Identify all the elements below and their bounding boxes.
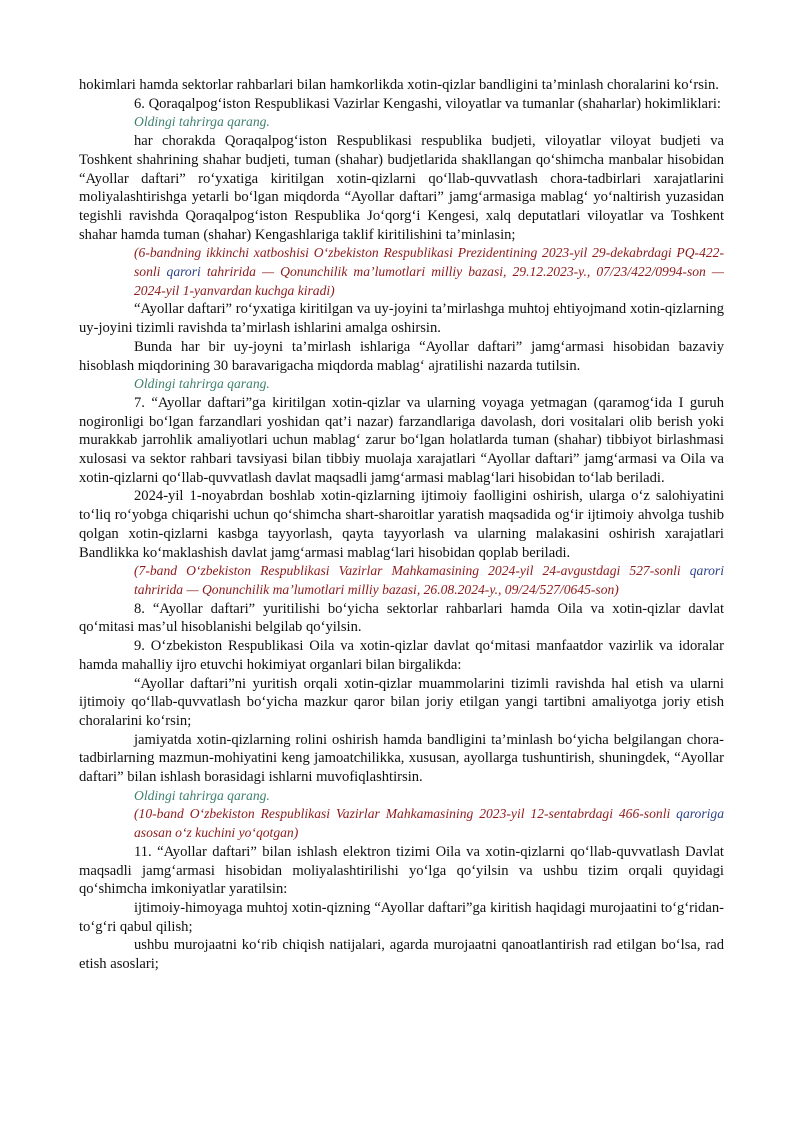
amendment-text-after: tahririda — Qonunchilik ma’lumotlari milliy bazasi, 26.08.2024-y., 09/24/527/0645-son) <box>134 581 619 597</box>
paragraph: 6. Qoraqalpog‘iston Respublikasi Vazirlar Kengashi, viloyatlar va tumanlar (shaharlar) hokimliklari: <box>134 95 721 112</box>
paragraph: jamiyatda xotin-qizlarning rolini oshirish hamda bandligini ta’minlash bo‘yicha belgilangan chora-tadbirlarning mazmun-mohiyatini keng jamoatchilikka, xususan, ayollarga tushuntirish, shuningdek, “Ayollar daftari” bilan ishlash borasidagi ishlarni muvofiqlashtirsin. <box>79 731 724 786</box>
resolution-link[interactable]: qarori <box>689 563 724 579</box>
paragraph: 2024-yil 1-noyabrdan boshlab xotin-qizlarning ijtimoiy faolligini oshirish, ularga o‘z salohiyatini to‘liq ro‘yobga chiqarishi uchun qo‘shimcha shart-sharoitlar yaratish maqsadida og‘ir ijtimoiy ahvolga tushib qolgan xotin-qizlarni kasbga tayyorlash, qayta tayyorlash va ularning malakasini oshirish xarajatlari Bandlikka ko‘maklashish davlat jamg‘armasi mablag‘lari hisobidan qoplab beriladi. <box>79 488 724 561</box>
paragraph: “Ayollar daftari” ro‘yxatiga kiritilgan va uy-joyini ta’mirlashga muhtoj ehtiyojmand xotin-qizlarning uy-joyini tizimli ravishda ta’mirlash ishlarini amalga oshirsin. <box>79 301 724 337</box>
paragraph: 8. “Ayollar daftari” yuritilishi bo‘yicha sektorlar rahbarlari hamda Oila va xotin-qizlar davlat qo‘mitasi mas’ul hisoblanishi belgilab qo‘yilsin. <box>79 600 724 636</box>
previous-edition-link[interactable]: Oldingi tahrirga qarang. <box>134 114 270 130</box>
previous-edition-link[interactable]: Oldingi tahrirga qarang. <box>134 787 270 803</box>
paragraph: hokimlari hamda sektorlar rahbarlari bilan hamkorlikda xotin-qizlar bandligini ta’minlash choralarini ko‘rsin. <box>79 77 719 93</box>
amendment-note <box>79 805 724 842</box>
paragraph: Bunda har bir uy-joyni ta’mirlash ishlariga “Ayollar daftari” jamg‘armasi hisobidan bazaviy hisoblash miqdorining 30 baravarigacha miqdorda mablag‘ ajratilishi nazarda tutilsin. <box>79 338 724 374</box>
paragraph: har chorakda Qoraqalpog‘iston Respublikasi respublika budjeti, viloyatlar viloyat budjeti va Toshkent shahrining shahar budjeti, tuman (shahar) budjetlarida shakllangan qo‘shimcha manbalar hisobidan “Ayollar daftari” ro‘yxatiga kiritilgan xotin-qizlarni qo‘llab-quvvatlash chora-tadbirlari xarajatlarini moliyalashtirishga yetarli bo‘lgan miqdorda “Ayollar daftari” jamg‘armasiga mablag‘ yo‘naltirish yuzasidan tegishli ravishda Qoraqalpog‘iston Respublika Jo‘qorg‘i Kengesi, xalq deputatlari viloyatlar va Toshkent shahar hamda tuman (shahar) Kengashlariga taklif kiritilishini ta’minlasin; <box>79 133 724 243</box>
paragraph: ijtimoiy-himoyaga muhtoj xotin-qizning “Ayollar daftari”ga kiritish haqidagi murojaatini to‘g‘ridan-to‘g‘ri qabul qilish; <box>79 899 724 935</box>
amendment-text-before: (6-bandning ikkinchi xatboshisi O‘zbekiston Respublikasi Prezidentining 2023-yil 29-dekabrdagi PQ-422-sonli <box>134 245 724 280</box>
paragraph: ushbu murojaatni ko‘rib chiqish natijalari, agarda murojaatni qanoatlantirish rad etilgan bo‘lsa, rad etish asoslari; <box>79 937 724 973</box>
previous-edition-link[interactable]: Oldingi tahrirga qarang. <box>134 376 270 392</box>
paragraph: 7. “Ayollar daftari”ga kiritilgan xotin-qizlar va ularning voyaga yetmagan (qaramog‘ida I guruh nogironligi bo‘lgan farzandlari yoshidan qat’i nazar) farzandlariga davolash, dori vositalari olib berish yoki murakkab jarrohlik amaliyotlari uchun mablag‘ zarur bo‘lgan holatlarda tuman (shahar) tibbiyot birlashmasi xulosasi va sektor rahbari tavsiyasi bilan tibbiy muolaja xarajatlari “Ayollar daftari” jamg‘armasi va Oila va xotin-qizlarni qo‘llab-quvvatlash davlat maqsadli jamg‘armasi mablag‘lari hisobidan to‘lab beriladi. <box>79 394 724 486</box>
resolution-link[interactable]: qaroriga <box>676 806 724 822</box>
paragraph: 9. O‘zbekiston Respublikasi Oila va xotin-qizlar davlat qo‘mitasi manfaatdor vazirlik va idoralar hamda mahalliy ijro etuvchi hokimiyat organlari bilan birgalikda: <box>79 638 724 673</box>
resolution-link[interactable]: qarori <box>166 264 201 280</box>
amendment-text-after: asosan o‘z kuchini yo‘qotgan) <box>134 825 299 841</box>
document-page <box>79 76 724 974</box>
paragraph: “Ayollar daftari”ni yuritish orqali xotin-qizlar muammolarini tizimli ravishda hal etish va ularni ijtimoiy qo‘llab-quvvatlash bo‘yicha mazkur qaror bilan joriy etilgan yangi tartibni amaliyotga joriy etish choralarini ko‘rsin; <box>79 675 724 729</box>
amendment-text-before: (10-band O‘zbekiston Respublikasi Vazirlar Mahkamasining 2023-yil 12-sentabrdagi 466-sonli <box>134 806 677 822</box>
amendment-text-before: (7-band O‘zbekiston Respublikasi Vazirlar Mahkamasining 2024-yil 24-avgustdagi 527-sonli <box>134 563 690 579</box>
amendment-text-after: tahririda — Qonunchilik ma’lumotlari milliy bazasi, 29.12.2023-y., 07/23/422/0994-son — 2024-yil 1-yanvardan kuchga kiradi) <box>134 264 724 298</box>
paragraph: 11. “Ayollar daftari” bilan ishlash elektron tizimi Oila va xotin-qizlarni qo‘llab-quvvatlash Davlat maqsadli jamg‘armasi hisobidan moliyalashtirilishi yo‘lga qo‘yilsin va ushbu tizim orqali quyidagi qo‘shimcha imkoniyatlar yaratilsin: <box>79 843 724 898</box>
amendment-note <box>79 244 724 300</box>
amendment-note <box>79 562 724 599</box>
